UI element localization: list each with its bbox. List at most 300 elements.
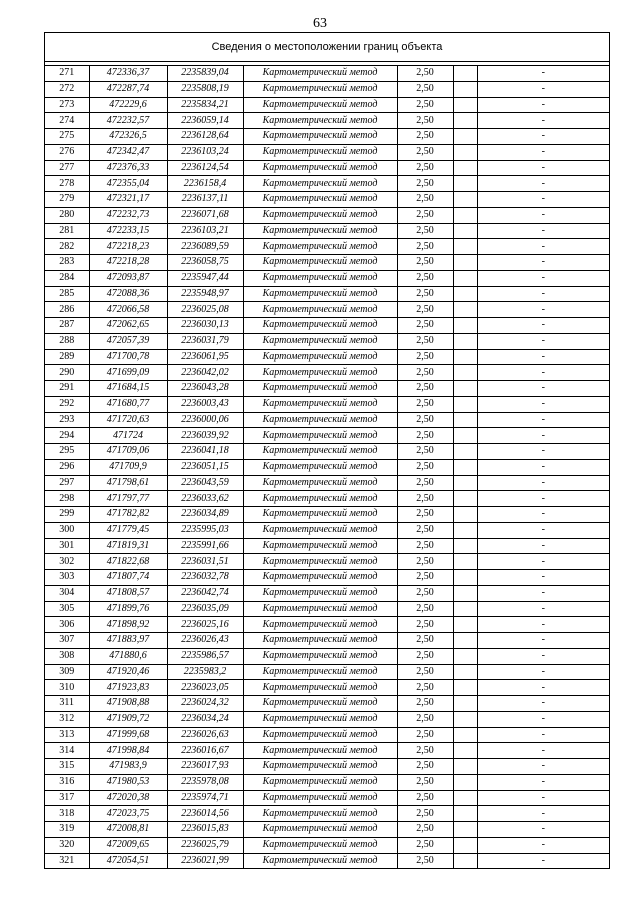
y-coordinate-cell: 2236026,63 [167,727,243,743]
precision-cell: 2,50 [397,680,453,696]
table-row [45,507,609,523]
method-cell: Картометрический метод [243,554,397,570]
page-number: 63 [313,16,327,31]
description-cell: - [477,759,609,775]
blank-cell [453,853,477,869]
blank-cell [453,491,477,507]
precision-cell: 2,50 [397,113,453,129]
table-row [45,160,609,176]
x-coordinate-cell: 471808,57 [89,585,167,601]
y-coordinate-cell: 2236042,74 [167,585,243,601]
point-number-cell: 278 [45,176,89,192]
point-number-cell: 277 [45,160,89,176]
precision-cell: 2,50 [397,66,453,81]
y-coordinate-cell: 2236158,4 [167,176,243,192]
method-cell: Картометрический метод [243,790,397,806]
precision-cell: 2,50 [397,696,453,712]
point-number-cell: 271 [45,66,89,81]
description-cell: - [477,680,609,696]
method-cell: Картометрический метод [243,585,397,601]
method-cell: Картометрический метод [243,113,397,129]
method-cell: Картометрический метод [243,396,397,412]
precision-cell: 2,50 [397,711,453,727]
method-cell: Картометрический метод [243,412,397,428]
table-row [45,459,609,475]
x-coordinate-cell: 472009,65 [89,837,167,853]
precision-cell: 2,50 [397,617,453,633]
table-row [45,270,609,286]
precision-cell: 2,50 [397,743,453,759]
precision-cell: 2,50 [397,302,453,318]
precision-cell: 2,50 [397,97,453,113]
blank-cell [453,711,477,727]
point-number-cell: 311 [45,696,89,712]
x-coordinate-cell: 472287,74 [89,81,167,97]
y-coordinate-cell: 2236025,79 [167,837,243,853]
blank-cell [453,223,477,239]
y-coordinate-cell: 2236000,06 [167,412,243,428]
description-cell: - [477,66,609,81]
y-coordinate-cell: 2236051,15 [167,459,243,475]
x-coordinate-cell: 471819,31 [89,538,167,554]
description-cell: - [477,538,609,554]
method-cell: Картометрический метод [243,475,397,491]
table-row [45,81,609,97]
blank-cell [453,302,477,318]
point-number-cell: 279 [45,192,89,208]
point-number-cell: 276 [45,144,89,160]
precision-cell: 2,50 [397,475,453,491]
method-cell: Картометрический метод [243,66,397,81]
y-coordinate-cell: 2236042,02 [167,365,243,381]
description-cell: - [477,113,609,129]
blank-cell [453,585,477,601]
x-coordinate-cell: 471797,77 [89,491,167,507]
table-row [45,302,609,318]
x-coordinate-cell: 472008,81 [89,822,167,838]
method-cell: Картометрический метод [243,270,397,286]
method-cell: Картометрический метод [243,444,397,460]
y-coordinate-cell: 2236041,18 [167,444,243,460]
point-number-cell: 280 [45,207,89,223]
table-row [45,554,609,570]
description-cell: - [477,648,609,664]
point-number-cell: 282 [45,239,89,255]
blank-cell [453,239,477,255]
blank-cell [453,664,477,680]
precision-cell: 2,50 [397,774,453,790]
point-number-cell: 297 [45,475,89,491]
precision-cell: 2,50 [397,81,453,97]
blank-cell [453,774,477,790]
table-row [45,475,609,491]
description-cell: - [477,554,609,570]
point-number-cell: 305 [45,601,89,617]
description-cell: - [477,790,609,806]
description-cell: - [477,381,609,397]
x-coordinate-cell: 472342,47 [89,144,167,160]
table-row [45,570,609,586]
blank-cell [453,318,477,334]
blank-cell [453,822,477,838]
blank-cell [453,790,477,806]
description-cell: - [477,601,609,617]
x-coordinate-cell: 471983,9 [89,759,167,775]
x-coordinate-cell: 471709,06 [89,444,167,460]
point-number-cell: 285 [45,286,89,302]
point-number-cell: 301 [45,538,89,554]
point-number-cell: 289 [45,349,89,365]
description-cell: - [477,444,609,460]
description-cell: - [477,585,609,601]
point-number-cell: 295 [45,444,89,460]
description-cell: - [477,81,609,97]
table-row [45,585,609,601]
x-coordinate-cell: 472057,39 [89,333,167,349]
x-coordinate-cell: 471980,53 [89,774,167,790]
blank-cell [453,696,477,712]
method-cell: Картометрический метод [243,381,397,397]
description-cell: - [477,806,609,822]
blank-cell [453,81,477,97]
precision-cell: 2,50 [397,318,453,334]
point-number-cell: 313 [45,727,89,743]
description-cell: - [477,711,609,727]
y-coordinate-cell: 2236059,14 [167,113,243,129]
precision-cell: 2,50 [397,633,453,649]
y-coordinate-cell: 2236021,99 [167,853,243,869]
precision-cell: 2,50 [397,144,453,160]
precision-cell: 2,50 [397,459,453,475]
table-row [45,538,609,554]
x-coordinate-cell: 471709,9 [89,459,167,475]
x-coordinate-cell: 471699,09 [89,365,167,381]
table-row [45,853,609,869]
blank-cell [453,333,477,349]
method-cell: Картометрический метод [243,648,397,664]
x-coordinate-cell: 471807,74 [89,570,167,586]
x-coordinate-cell: 472088,36 [89,286,167,302]
point-number-cell: 283 [45,255,89,271]
method-cell: Картометрический метод [243,711,397,727]
point-number-cell: 318 [45,806,89,822]
precision-cell: 2,50 [397,538,453,554]
point-number-cell: 300 [45,522,89,538]
description-cell: - [477,223,609,239]
point-number-cell: 304 [45,585,89,601]
method-cell: Картометрический метод [243,302,397,318]
x-coordinate-cell: 471700,78 [89,349,167,365]
y-coordinate-cell: 2236058,75 [167,255,243,271]
point-number-cell: 303 [45,570,89,586]
x-coordinate-cell: 472336,37 [89,66,167,81]
x-coordinate-cell: 471908,88 [89,696,167,712]
method-cell: Картометрический метод [243,144,397,160]
table-body [45,66,609,869]
method-cell: Картометрический метод [243,759,397,775]
blank-cell [453,286,477,302]
blank-cell [453,617,477,633]
table-row [45,491,609,507]
y-coordinate-cell: 2235983,2 [167,664,243,680]
blank-cell [453,680,477,696]
table-row [45,381,609,397]
description-cell: - [477,475,609,491]
method-cell: Картометрический метод [243,129,397,145]
method-cell: Картометрический метод [243,286,397,302]
description-cell: - [477,774,609,790]
y-coordinate-cell: 2236137,11 [167,192,243,208]
precision-cell: 2,50 [397,822,453,838]
table-row [45,318,609,334]
description-cell: - [477,318,609,334]
precision-cell: 2,50 [397,412,453,428]
table-row [45,822,609,838]
y-coordinate-cell: 2236128,64 [167,129,243,145]
x-coordinate-cell: 471923,83 [89,680,167,696]
description-cell: - [477,459,609,475]
y-coordinate-cell: 2236014,56 [167,806,243,822]
description-cell: - [477,853,609,869]
table-row [45,774,609,790]
blank-cell [453,507,477,523]
precision-cell: 2,50 [397,160,453,176]
method-cell: Картометрический метод [243,318,397,334]
method-cell: Картометрический метод [243,633,397,649]
table-row [45,396,609,412]
description-cell: - [477,507,609,523]
table-row [45,743,609,759]
point-number-cell: 315 [45,759,89,775]
blank-cell [453,759,477,775]
x-coordinate-cell: 472229,6 [89,97,167,113]
x-coordinate-cell: 471782,82 [89,507,167,523]
precision-cell: 2,50 [397,381,453,397]
blank-cell [453,255,477,271]
x-coordinate-cell: 471684,15 [89,381,167,397]
precision-cell: 2,50 [397,554,453,570]
method-cell: Картометрический метод [243,853,397,869]
y-coordinate-cell: 2236089,59 [167,239,243,255]
description-cell: - [477,192,609,208]
table-row [45,664,609,680]
point-number-cell: 272 [45,81,89,97]
method-cell: Картометрический метод [243,428,397,444]
y-coordinate-cell: 2236033,62 [167,491,243,507]
point-number-cell: 292 [45,396,89,412]
precision-cell: 2,50 [397,853,453,869]
precision-cell: 2,50 [397,727,453,743]
point-number-cell: 273 [45,97,89,113]
method-cell: Картометрический метод [243,774,397,790]
method-cell: Картометрический метод [243,822,397,838]
blank-cell [453,601,477,617]
precision-cell: 2,50 [397,365,453,381]
x-coordinate-cell: 471898,92 [89,617,167,633]
table-row [45,617,609,633]
point-number-cell: 317 [45,790,89,806]
x-coordinate-cell: 471822,68 [89,554,167,570]
table-row [45,97,609,113]
method-cell: Картометрический метод [243,727,397,743]
point-number-cell: 308 [45,648,89,664]
y-coordinate-cell: 2236034,89 [167,507,243,523]
x-coordinate-cell: 471883,97 [89,633,167,649]
x-coordinate-cell: 472233,15 [89,223,167,239]
description-cell: - [477,727,609,743]
description-cell: - [477,837,609,853]
table-row [45,837,609,853]
table-row [45,113,609,129]
point-number-cell: 274 [45,113,89,129]
table-row [45,601,609,617]
description-cell: - [477,396,609,412]
description-cell: - [477,349,609,365]
method-cell: Картометрический метод [243,239,397,255]
point-number-cell: 314 [45,743,89,759]
precision-cell: 2,50 [397,223,453,239]
point-number-cell: 310 [45,680,89,696]
y-coordinate-cell: 2236039,92 [167,428,243,444]
y-coordinate-cell: 2236003,43 [167,396,243,412]
precision-cell: 2,50 [397,192,453,208]
blank-cell [453,806,477,822]
x-coordinate-cell: 472321,17 [89,192,167,208]
precision-cell: 2,50 [397,333,453,349]
method-cell: Картометрический метод [243,696,397,712]
x-coordinate-cell: 471899,76 [89,601,167,617]
point-number-cell: 309 [45,664,89,680]
description-cell: - [477,617,609,633]
description-cell: - [477,696,609,712]
blank-cell [453,192,477,208]
x-coordinate-cell: 471680,77 [89,396,167,412]
y-coordinate-cell: 2236031,79 [167,333,243,349]
description-cell: - [477,491,609,507]
precision-cell: 2,50 [397,837,453,853]
x-coordinate-cell: 471909,72 [89,711,167,727]
description-cell: - [477,286,609,302]
table-row [45,790,609,806]
description-cell: - [477,207,609,223]
description-cell: - [477,97,609,113]
blank-cell [453,475,477,491]
y-coordinate-cell: 2236043,28 [167,381,243,397]
point-number-cell: 320 [45,837,89,853]
precision-cell: 2,50 [397,648,453,664]
y-coordinate-cell: 2235947,44 [167,270,243,286]
y-coordinate-cell: 2236017,93 [167,759,243,775]
point-number-cell: 306 [45,617,89,633]
point-number-cell: 298 [45,491,89,507]
precision-cell: 2,50 [397,255,453,271]
x-coordinate-cell: 472054,51 [89,853,167,869]
point-number-cell: 293 [45,412,89,428]
method-cell: Картометрический метод [243,491,397,507]
point-number-cell: 275 [45,129,89,145]
point-number-cell: 281 [45,223,89,239]
y-coordinate-cell: 2236024,32 [167,696,243,712]
x-coordinate-cell: 471798,61 [89,475,167,491]
point-number-cell: 321 [45,853,89,869]
description-cell: - [477,412,609,428]
point-number-cell: 290 [45,365,89,381]
y-coordinate-cell: 2236016,67 [167,743,243,759]
description-cell: - [477,270,609,286]
table-row [45,365,609,381]
description-cell: - [477,302,609,318]
description-cell: - [477,428,609,444]
y-coordinate-cell: 2236103,24 [167,144,243,160]
method-cell: Картометрический метод [243,192,397,208]
blank-cell [453,570,477,586]
blank-cell [453,207,477,223]
method-cell: Картометрический метод [243,664,397,680]
y-coordinate-cell: 2236015,83 [167,822,243,838]
y-coordinate-cell: 2235986,57 [167,648,243,664]
precision-cell: 2,50 [397,286,453,302]
y-coordinate-cell: 2235991,66 [167,538,243,554]
y-coordinate-cell: 2235808,19 [167,81,243,97]
y-coordinate-cell: 2236035,09 [167,601,243,617]
table-row [45,759,609,775]
precision-cell: 2,50 [397,239,453,255]
table-row [45,633,609,649]
table-row [45,711,609,727]
point-number-cell: 287 [45,318,89,334]
blank-cell [453,349,477,365]
point-number-cell: 319 [45,822,89,838]
coordinates-sheet [44,32,610,869]
table-row [45,255,609,271]
coordinates-table [45,66,609,869]
method-cell: Картометрический метод [243,680,397,696]
blank-cell [453,129,477,145]
description-cell: - [477,176,609,192]
precision-cell: 2,50 [397,759,453,775]
description-cell: - [477,570,609,586]
y-coordinate-cell: 2236031,51 [167,554,243,570]
point-number-cell: 294 [45,428,89,444]
method-cell: Картометрический метод [243,837,397,853]
method-cell: Картометрический метод [243,160,397,176]
method-cell: Картометрический метод [243,223,397,239]
table-row [45,192,609,208]
y-coordinate-cell: 2235974,71 [167,790,243,806]
description-cell: - [477,255,609,271]
table-row [45,239,609,255]
blank-cell [453,554,477,570]
precision-cell: 2,50 [397,601,453,617]
precision-cell: 2,50 [397,428,453,444]
precision-cell: 2,50 [397,664,453,680]
precision-cell: 2,50 [397,806,453,822]
table-row [45,444,609,460]
table-row [45,349,609,365]
method-cell: Картометрический метод [243,538,397,554]
x-coordinate-cell: 472093,87 [89,270,167,286]
precision-cell: 2,50 [397,585,453,601]
y-coordinate-cell: 2235948,97 [167,286,243,302]
precision-cell: 2,50 [397,570,453,586]
table-row [45,129,609,145]
table-row [45,144,609,160]
y-coordinate-cell: 2235995,03 [167,522,243,538]
x-coordinate-cell: 471920,46 [89,664,167,680]
y-coordinate-cell: 2236071,68 [167,207,243,223]
description-cell: - [477,239,609,255]
blank-cell [453,412,477,428]
